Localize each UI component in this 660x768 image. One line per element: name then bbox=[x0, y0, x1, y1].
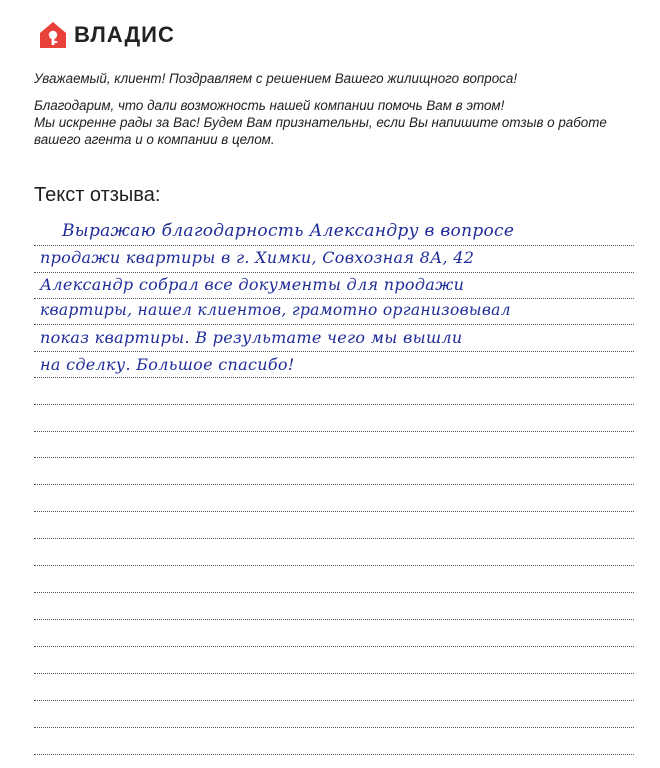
ruled-line bbox=[34, 404, 634, 405]
intro-line: Благодарим, что дали возможность нашей компании помочь Вам в этом! bbox=[34, 98, 505, 113]
ruled-line bbox=[34, 700, 634, 701]
ruled-line bbox=[34, 727, 634, 728]
ruled-line bbox=[34, 592, 634, 593]
ruled-line bbox=[34, 457, 634, 458]
ruled-lines bbox=[34, 0, 634, 768]
greeting: Уважаемый, клиент! Поздравляем с решением Вашего жилищного вопроса! bbox=[34, 71, 518, 86]
ruled-line bbox=[34, 511, 634, 512]
handwritten-line: показ квартиры. В результате чего мы вышли bbox=[40, 328, 463, 347]
handwritten-line: на сделку. Большое спасибо! bbox=[40, 355, 295, 374]
handwritten-line: Александр собрал все документы для продажи bbox=[40, 275, 465, 294]
ruled-line bbox=[34, 673, 634, 674]
ruled-line bbox=[34, 245, 634, 246]
ruled-line bbox=[34, 565, 634, 566]
ruled-line bbox=[34, 646, 634, 647]
intro-line: вашего агента и о компании в целом. bbox=[34, 132, 275, 147]
handwritten-line: продажи квартиры в г. Химки, Совхозная 8А, 42 bbox=[40, 248, 475, 267]
ruled-line bbox=[34, 484, 634, 485]
ruled-line bbox=[34, 298, 634, 299]
handwritten-line: Выражаю благодарность Александру в вопросе bbox=[62, 221, 515, 241]
ruled-line bbox=[34, 619, 634, 620]
handwritten-line: квартиры, нашел клиентов, грамотно организовывал bbox=[40, 301, 511, 319]
review-heading: Текст отзыва: bbox=[34, 184, 161, 206]
ruled-line bbox=[34, 324, 634, 325]
ruled-line bbox=[34, 754, 634, 755]
ruled-line bbox=[34, 431, 634, 432]
ruled-line bbox=[34, 351, 634, 352]
ruled-line bbox=[34, 377, 634, 378]
intro-line: Мы искренне рады за Вас! Будем Вам признательны, если Вы напишите отзыв о работе bbox=[34, 115, 607, 130]
brand-name: ВЛАДИС bbox=[74, 22, 175, 47]
ruled-line bbox=[34, 272, 634, 273]
ruled-line bbox=[34, 538, 634, 539]
